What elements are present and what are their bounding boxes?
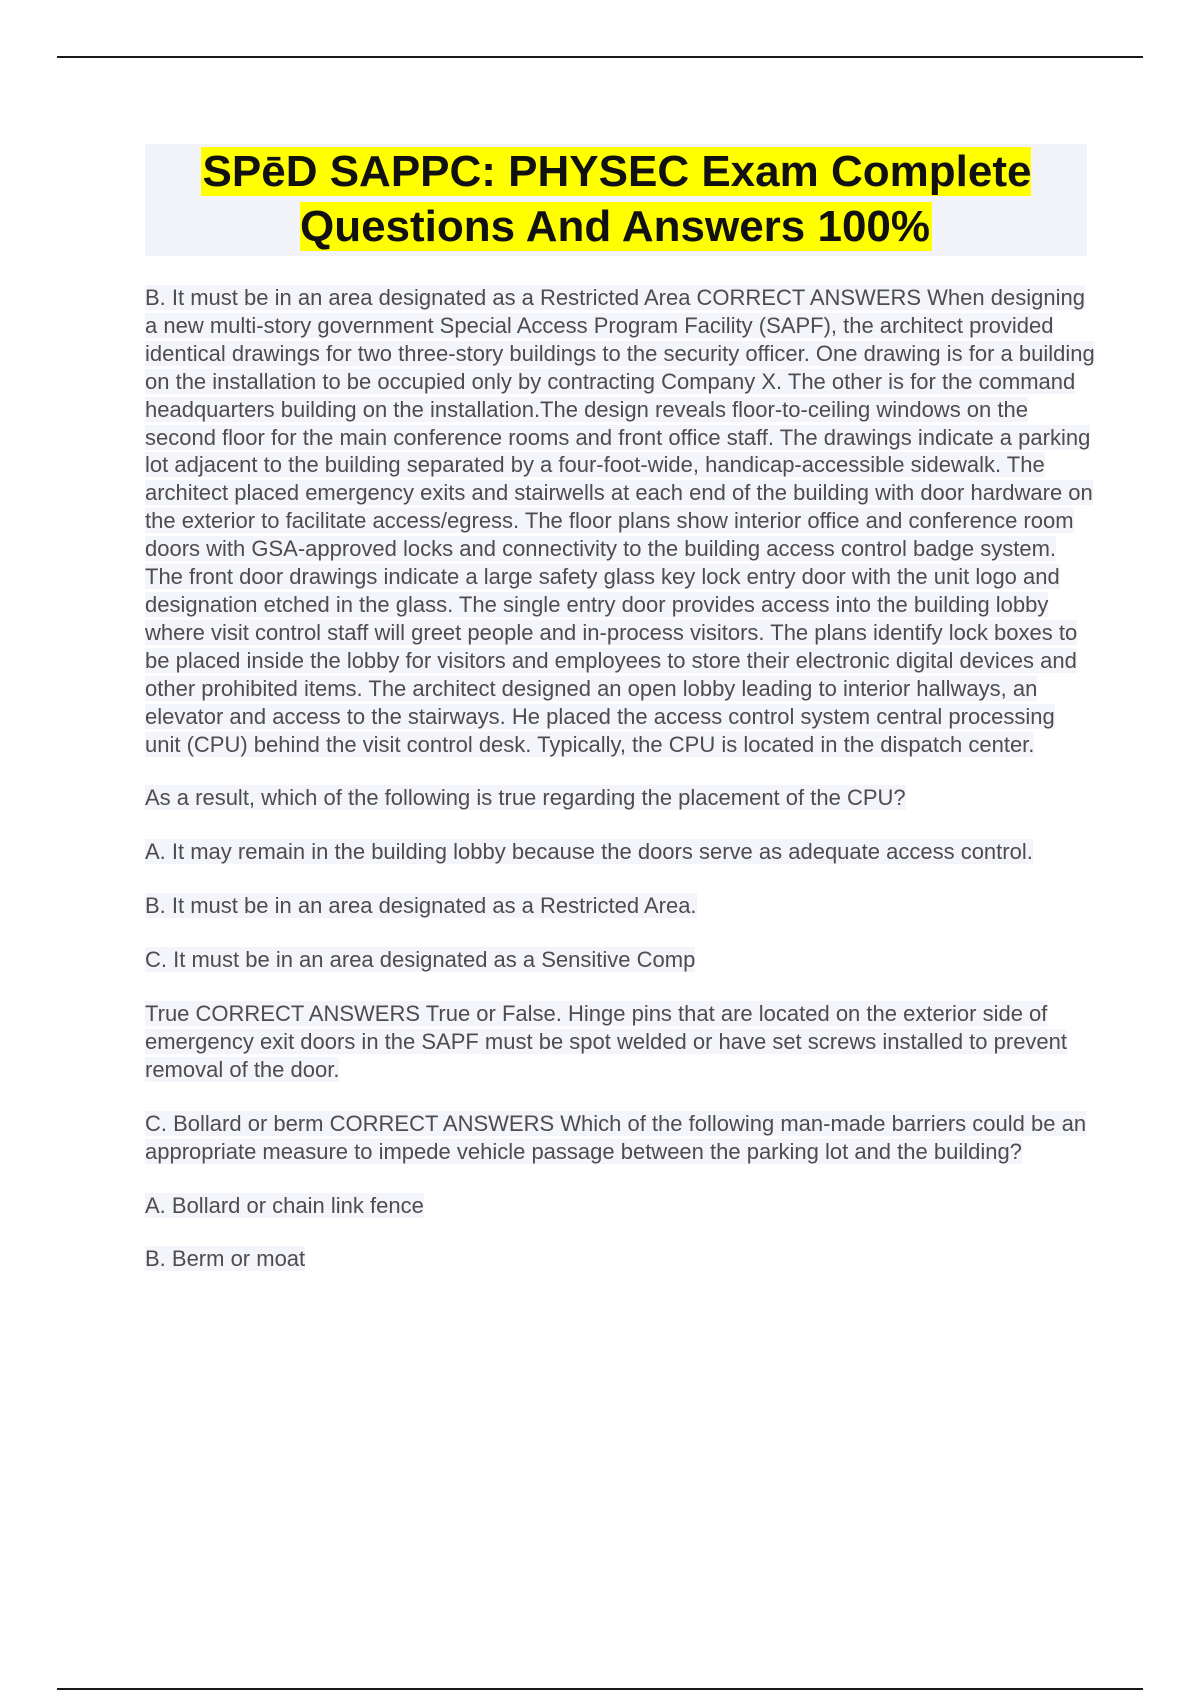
question-paragraph: B. It must be in an area designated as a Restricted Area CORRECT ANSWERS When designing a new multi-story government Special Access Program Facility (SAPF), the architect provided identical drawings for two three-story buildings to the security officer. One drawing is for a building on the installation to be occupied only by contracting Company X. The other is for the command headquarters building on the installation.The design reveals floor-to-ceiling windows on the second floor for the main conference rooms and front office staff. The drawings indicate a parking lot adjacent to the building separated by a four-foot-wide, handicap-accessible sidewalk. The architect placed emergency exits and stairwells at each end of the building with door hardware on the exterior to facilitate access/egress. The floor plans show interior office and conference room doors with GSA-approved locks and connectivity to the building access control badge system. The front door drawings indicate a large safety glass key lock entry door with the unit logo and designation etched in the glass. The single entry door provides access into the building lobby where visit control staff will greet people and in-process visitors. The plans identify lock boxes to be placed inside the lobby for visitors and employees to store their electronic digital devices and other prohibited items. The architect designed an open lobby leading to interior hallways, an elevator and access to the stairways. He placed the access control system central processing unit (CPU) behind the visit control desk. Typically, the CPU is located in the dispatch center.	[145, 285, 1095, 757]
answer-option: C. It must be in an area designated as a Sensitive Comp	[145, 947, 696, 973]
title-block	[145, 144, 1087, 256]
footer-rule	[57, 1688, 1143, 1690]
header-rule	[57, 56, 1143, 58]
document-body	[145, 284, 1095, 1299]
question-prompt: As a result, which of the following is true regarding the placement of the CPU?	[145, 785, 906, 811]
answer-option: A. Bollard or chain link fence	[145, 1192, 424, 1218]
question-paragraph: True CORRECT ANSWERS True or False. Hinge pins that are located on the exterior side of emergency exit doors in the SAPF must be spot welded or have set screws installed to prevent removal of the door.	[145, 1001, 1068, 1082]
answer-option: A. It may remain in the building lobby because the doors serve as adequate access control.	[145, 839, 1033, 865]
question-paragraph: C. Bollard or berm CORRECT ANSWERS Which of the following man-made barriers could be an appropriate measure to impede vehicle passage between the parking lot and the building?	[145, 1110, 1087, 1164]
answer-option: B. It must be in an area designated as a Restricted Area.	[145, 893, 697, 919]
answer-option: B. Berm or moat	[145, 1246, 306, 1272]
document-title: SPēD SAPPC: PHYSEC Exam Complete Questions And Answers 100%	[202, 147, 1032, 251]
